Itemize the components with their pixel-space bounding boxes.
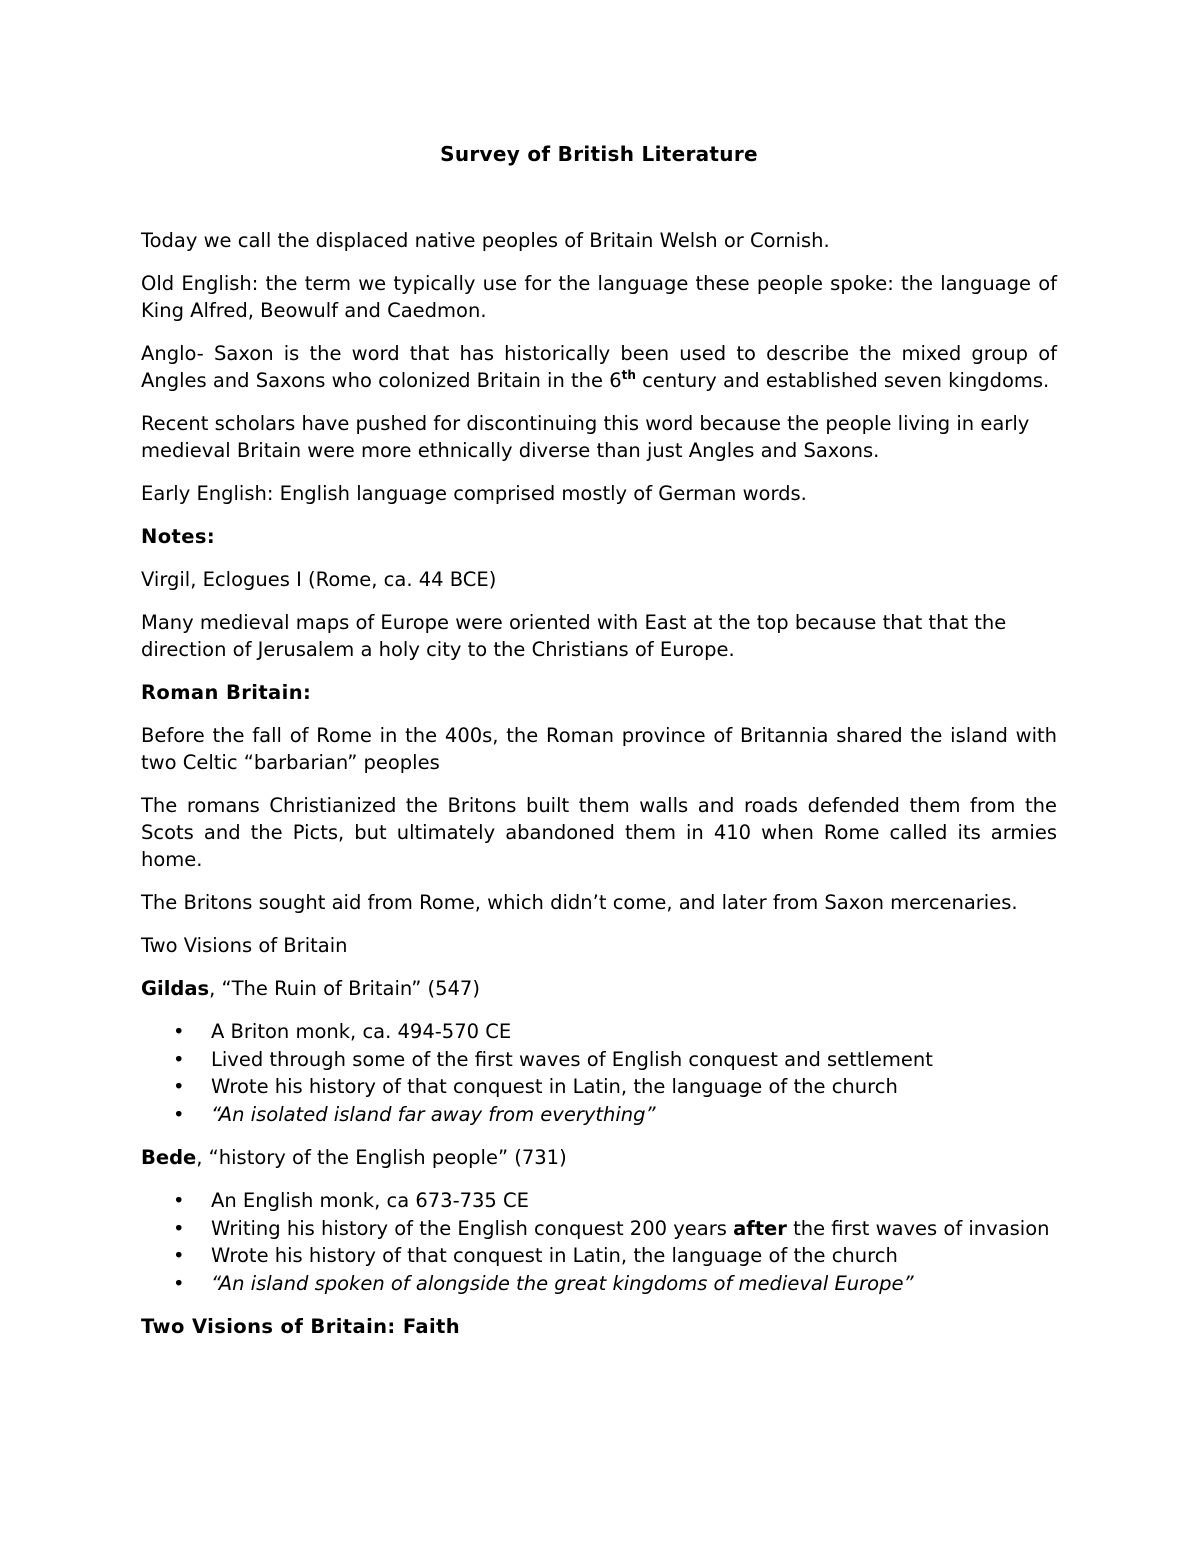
paragraph-virgil: Virgil, Eclogues I (Rome, ca. 44 BCE) xyxy=(141,568,497,591)
paragraph-medieval-maps: Many medieval maps of Europe were oriented with East at the top because that that the direction of Jerusalem a holy city to the Christians of Europe. xyxy=(141,611,1007,661)
list-item xyxy=(141,1242,1057,1270)
heading-bede xyxy=(141,1144,1057,1171)
gildas-work: , “The Ruin of Britain” (547) xyxy=(209,977,480,1000)
paragraph-fall-of-rome: Before the fall of Rome in the 400s, the Roman province of Britannia shared the island with two Celtic “barbarian” peoples xyxy=(141,724,1057,774)
list-item xyxy=(141,1073,1057,1101)
list-item xyxy=(141,1046,1057,1074)
bede-list xyxy=(141,1187,1057,1297)
bullet-icon: • xyxy=(173,1216,185,1240)
ordinal-suffix: th xyxy=(621,368,636,382)
list-item-text: Wrote his history of that conquest in Latin, the language of the church xyxy=(211,1075,898,1098)
paragraph-early-english: Early English: English language comprised mostly of German words. xyxy=(141,482,807,505)
list-item xyxy=(141,1018,1057,1046)
heading-roman-britain: Roman Britain: xyxy=(141,681,312,704)
bullet-icon: • xyxy=(173,1244,185,1267)
document-body xyxy=(141,227,1057,1356)
heading-gildas xyxy=(141,975,1057,1002)
paragraph-britons-sought-aid: The Britons sought aid from Rome, which didn’t come, and later from Saxon mercenaries. xyxy=(141,891,1018,914)
list-item-text: An English monk, ca 673-735 CE xyxy=(211,1189,529,1212)
paragraph-recent-scholars: Recent scholars have pushed for discontinuing this word because the people living in early medieval Britain were more ethnically diverse than just Angles and Saxons. xyxy=(141,412,1030,462)
bullet-icon: • xyxy=(173,1047,185,1071)
gildas-name: Gildas xyxy=(141,977,210,1000)
heading-faith: Two Visions of Britain: Faith xyxy=(141,1315,461,1338)
bullet-icon: • xyxy=(173,1020,185,1043)
paragraph-displaced-peoples: Today we call the displaced native peoples of Britain Welsh or Cornish. xyxy=(141,229,830,252)
list-item xyxy=(141,1215,1057,1243)
paragraph-romans-christianized: The romans Christianized the Britons built them walls and roads defended them from the Scots and the Picts, but ultimately abandoned them in 410 when Rome called its armies home. xyxy=(141,794,1057,871)
list-item-text: the first waves of invasion xyxy=(786,1216,1050,1240)
bullet-icon: • xyxy=(173,1102,185,1126)
emphasis-after: after xyxy=(733,1216,787,1240)
document-title: Survey of British Literature xyxy=(440,142,758,166)
list-item-text: Wrote his history of that conquest in Latin, the language of the church xyxy=(211,1244,898,1267)
list-item-quote: “An isolated island far away from everything” xyxy=(211,1102,656,1126)
anglo-saxon-text-b: century and established seven kingdoms. xyxy=(635,369,1050,392)
list-item-quote: “An island spoken of alongside the great kingdoms of medieval Europe” xyxy=(211,1271,914,1295)
paragraph-anglo-saxon xyxy=(141,340,1057,394)
gildas-list xyxy=(141,1018,1057,1128)
bullet-icon: • xyxy=(173,1271,185,1295)
list-item-text: A Briton monk, ca. 494-570 CE xyxy=(211,1020,512,1043)
bullet-icon: • xyxy=(173,1075,185,1098)
list-item xyxy=(141,1270,1057,1298)
anglo-saxon-text-a: Anglo- Saxon is the word that has historically been used to describe the mixed group of Angles and Saxons who colonized Britain in the 6 xyxy=(141,342,1057,392)
paragraph-old-english: Old English: the term we typically use for the language these people spoke: the language of King Alfred, Beowulf and Caedmon. xyxy=(141,272,1057,322)
list-item xyxy=(141,1101,1057,1129)
list-item-text: Lived through some of the first waves of English conquest and settlement xyxy=(211,1047,933,1071)
bede-work: , “history of the English people” (731) xyxy=(196,1146,567,1169)
list-item xyxy=(141,1187,1057,1215)
list-item-text: Writing his history of the English conquest 200 years xyxy=(211,1216,734,1240)
bullet-icon: • xyxy=(173,1189,185,1212)
bede-name: Bede xyxy=(141,1146,197,1169)
heading-notes: Notes: xyxy=(141,525,216,548)
paragraph-two-visions: Two Visions of Britain xyxy=(141,934,348,957)
